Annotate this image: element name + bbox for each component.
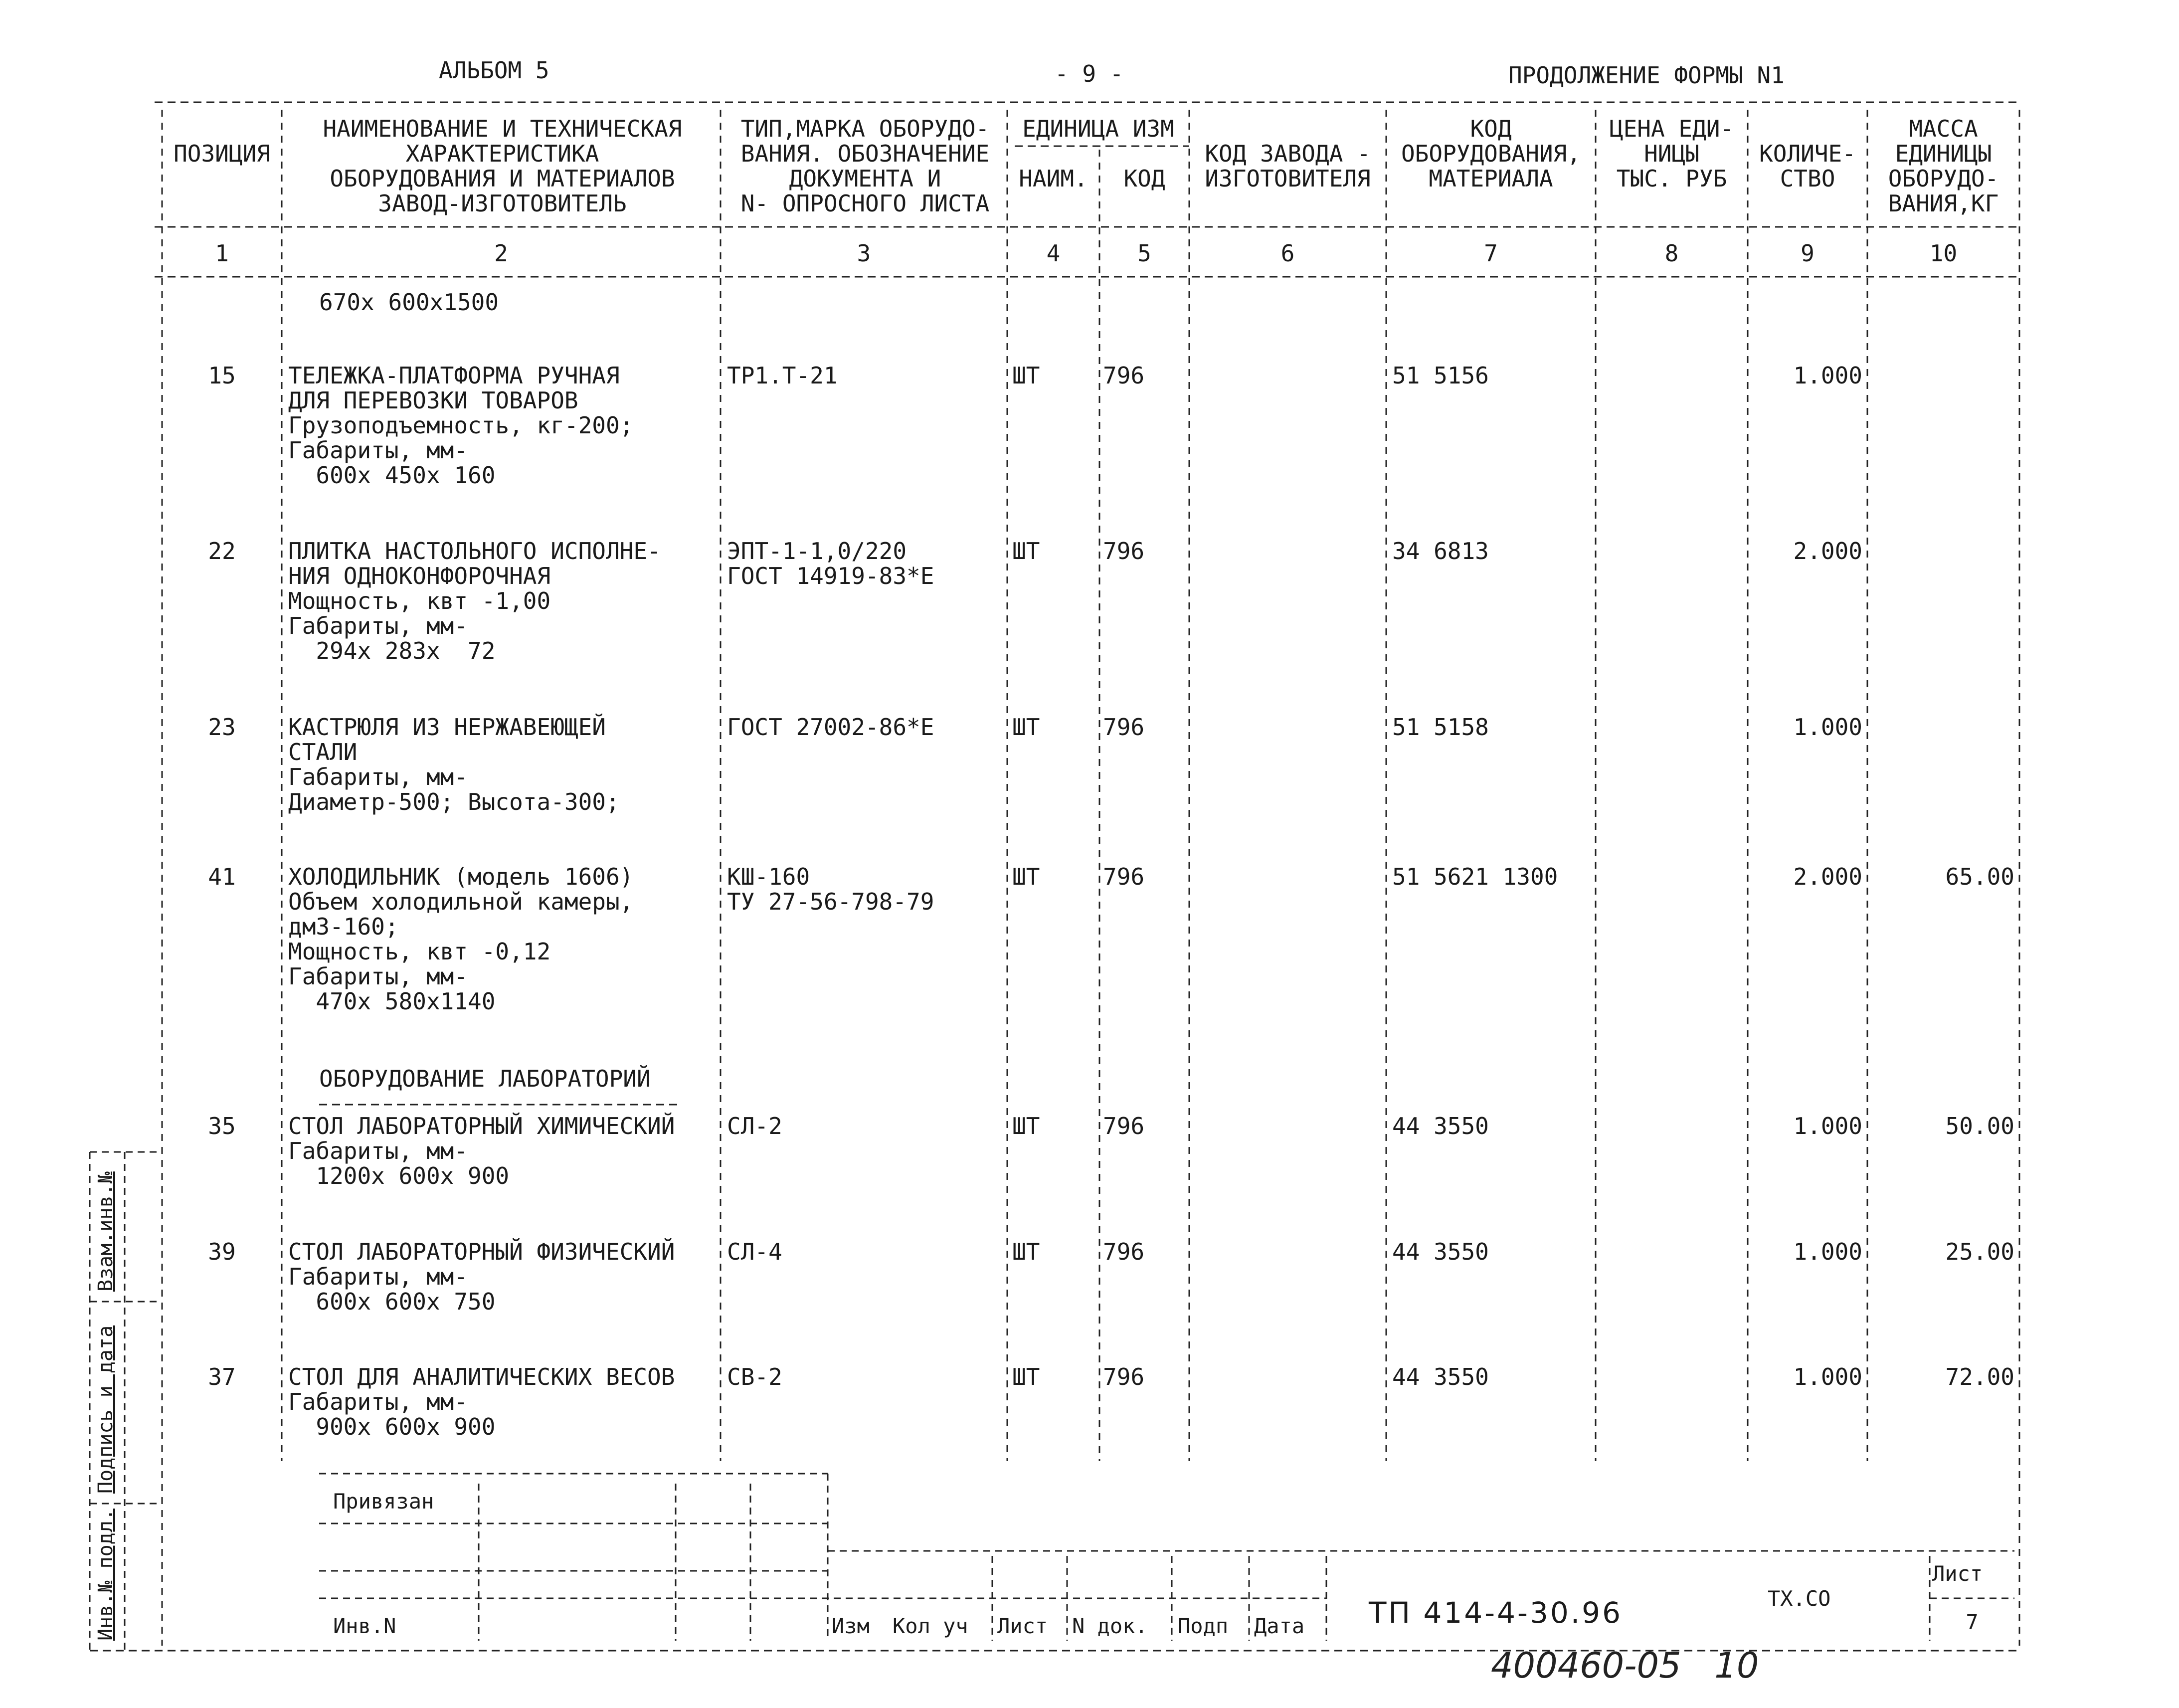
position-cell: 23 — [208, 714, 236, 741]
unit-code-cell: 796 — [1103, 362, 1145, 389]
position-cell: 41 — [208, 863, 236, 890]
type-line: СЛ-2 — [727, 1113, 782, 1139]
inv-n-label: Инв.N — [333, 1614, 396, 1638]
col9-header-line1: КОЛИЧЕ- — [1759, 140, 1856, 167]
col7-header-line2: ОБОРУДОВАНИЯ, — [1401, 140, 1581, 167]
name-line: 470х 580х1140 — [288, 988, 496, 1015]
name-line: ХОЛОДИЛЬНИК (модель 1606) — [288, 863, 634, 890]
carryover-dimensions: 670х 600х1500 — [319, 289, 499, 316]
quantity-cell: 1.000 — [1793, 362, 1862, 389]
name-line: 600х 450х 160 — [288, 462, 496, 489]
col-number: 6 — [1280, 240, 1295, 267]
name-line: Габариты, мм- — [288, 612, 468, 639]
col-number: 10 — [1929, 240, 1958, 267]
unit-code-cell: 796 — [1103, 1113, 1145, 1139]
col-number: 1 — [215, 240, 229, 267]
name-line: Объем холодильной камеры, — [288, 888, 634, 915]
vzam-inv-label: Взам.инв.№ — [94, 1171, 117, 1292]
col9-header-line2: СТВО — [1780, 165, 1835, 192]
privyazan-label: Привязан — [333, 1489, 434, 1514]
col8-header-line2: НИЦЫ — [1644, 140, 1699, 167]
material-code-cell: 34 6813 — [1392, 538, 1489, 565]
position-cell: 39 — [208, 1238, 236, 1265]
col7-header-line3: МАТЕРИАЛА — [1429, 165, 1553, 192]
type-line: КШ-160 — [727, 863, 810, 890]
name-line: Габариты, мм- — [288, 437, 468, 464]
col8-header-line3: ТЫС. РУБ — [1616, 165, 1727, 192]
material-code-cell: 44 3550 — [1392, 1363, 1489, 1390]
material-code-cell: 44 3550 — [1392, 1113, 1489, 1139]
quantity-cell: 1.000 — [1793, 1363, 1862, 1390]
name-line: СТОЛ ДЛЯ АНАЛИТИЧЕСКИХ ВЕСОВ — [288, 1363, 675, 1390]
unit-cell: ШТ — [1012, 1238, 1040, 1265]
quantity-cell: 2.000 — [1793, 538, 1862, 565]
name-line: НИЯ ОДНОКОНФОРОЧНАЯ — [288, 563, 551, 589]
col-number: 7 — [1484, 240, 1498, 267]
podpis-data-label: Подпись и дата — [94, 1325, 117, 1494]
name-line: СТОЛ ЛАБОРАТОРНЫЙ ФИЗИЧЕСКИЙ — [288, 1238, 675, 1265]
col2-header-line1: НАИМЕНОВАНИЕ И ТЕХНИЧЕСКАЯ — [323, 115, 682, 142]
unit-cell: ШТ — [1012, 538, 1040, 565]
col10-header-line3: ОБОРУДО- — [1888, 165, 1999, 192]
col10-header-line2: ЕДИНИЦЫ — [1895, 140, 1992, 167]
unit-code-cell: 796 — [1103, 1363, 1145, 1390]
unit-cell: ШТ — [1012, 863, 1040, 890]
col1-header: ПОЗИЦИЯ — [174, 140, 270, 167]
quantity-cell: 2.000 — [1793, 863, 1862, 890]
name-line: ПЛИТКА НАСТОЛЬНОГО ИСПОЛНЕ- — [288, 538, 661, 565]
name-line: ДЛЯ ПЕРЕВОЗКИ ТОВАРОВ — [288, 387, 578, 414]
unit-code-cell: 796 — [1103, 714, 1145, 741]
name-line: КАСТРЮЛЯ ИЗ НЕРЖАВЕЮЩЕЙ — [288, 714, 606, 741]
col6-header-line1: КОД ЗАВОДА - — [1205, 140, 1371, 167]
unit-code-cell: 796 — [1103, 863, 1145, 890]
mass-cell: 65.00 — [1945, 863, 2014, 890]
name-line: СТОЛ ЛАБОРАТОРНЫЙ ХИМИЧЕСКИЙ — [288, 1113, 675, 1139]
col-number: 2 — [494, 240, 508, 267]
col-number: 8 — [1664, 240, 1679, 267]
col-number: 3 — [857, 240, 871, 267]
col10-header-line1: МАССА — [1909, 115, 1978, 142]
name-line: ТЕЛЕЖКА-ПЛАТФОРМА РУЧНАЯ — [288, 362, 620, 389]
position-cell: 15 — [208, 362, 236, 389]
name-line: Мощность, квт -0,12 — [288, 938, 551, 965]
name-line: Мощность, квт -1,00 — [288, 587, 551, 614]
unit-header: ЕДИНИЦА ИЗМ — [1022, 115, 1174, 142]
data-label: Дата — [1254, 1614, 1305, 1638]
position-cell: 37 — [208, 1363, 236, 1390]
document-code: ТП 414-4-30.96 — [1369, 1596, 1623, 1630]
col-number: 9 — [1801, 240, 1815, 267]
unit-cell: ШТ — [1012, 714, 1040, 741]
col2-header-line2: ХАРАКТЕРИСТИКА — [405, 140, 599, 167]
material-code-cell: 51 5156 — [1392, 362, 1489, 389]
col-number: 4 — [1046, 240, 1061, 267]
position-cell: 35 — [208, 1113, 236, 1139]
name-line: 1200х 600х 900 — [288, 1162, 510, 1189]
type-line: ГОСТ 14919-83*Е — [727, 563, 934, 589]
quantity-cell: 1.000 — [1793, 714, 1862, 741]
name-line: Габариты, мм- — [288, 1388, 468, 1415]
name-line: Грузоподъемность, кг-200; — [288, 412, 634, 439]
material-code-cell: 44 3550 — [1392, 1238, 1489, 1265]
material-code-cell: 51 5158 — [1392, 714, 1489, 741]
page-number: - 9 - — [1055, 60, 1124, 87]
n-dok-label: N док. — [1072, 1614, 1148, 1638]
name-line: дм3-160; — [288, 913, 399, 940]
col-number: 5 — [1137, 240, 1151, 267]
name-line: Габариты, мм- — [288, 963, 468, 990]
name-line: Габариты, мм- — [288, 1138, 468, 1164]
name-line: СТАЛИ — [288, 739, 358, 765]
col7-header-line1: КОД — [1470, 115, 1512, 142]
tx-code: ТХ.СО — [1768, 1586, 1831, 1611]
sheet-label: Лист — [1932, 1561, 1983, 1586]
album-label: АЛЬБОМ 5 — [439, 57, 549, 84]
sheet-number: 7 — [1966, 1610, 1979, 1634]
list-label: Лист — [997, 1614, 1048, 1638]
col5-header: КОД — [1123, 165, 1165, 192]
col3-header-line2: ВАНИЯ. ОБОЗНАЧЕНИЕ — [740, 140, 990, 167]
col2-header-line4: ЗАВОД-ИЗГОТОВИТЕЛЬ — [378, 190, 627, 217]
mass-cell: 50.00 — [1945, 1113, 2014, 1139]
col2-header-line3: ОБОРУДОВАНИЯ И МАТЕРИАЛОВ — [330, 165, 675, 192]
col4-header: НАИМ. — [1019, 165, 1088, 192]
name-line: Габариты, мм- — [288, 763, 468, 790]
unit-cell: ШТ — [1012, 1113, 1040, 1139]
type-line: ЭПТ-1-1,0/220 — [727, 538, 907, 565]
col3-header-line1: ТИП,МАРКА ОБОРУДО- — [740, 115, 990, 142]
podp-label: Подп — [1178, 1614, 1229, 1638]
handwritten-number: 400460-05 10 — [1491, 1645, 1759, 1686]
mass-cell: 72.00 — [1945, 1363, 2014, 1390]
col6-header-line2: ИЗГОТОВИТЕЛЯ — [1205, 165, 1371, 192]
col10-header-line4: ВАНИЯ,КГ — [1888, 190, 1999, 217]
izm-label: Изм — [832, 1614, 870, 1638]
position-cell: 22 — [208, 538, 236, 565]
unit-code-cell: 796 — [1103, 1238, 1145, 1265]
name-line: Габариты, мм- — [288, 1263, 468, 1290]
quantity-cell: 1.000 — [1793, 1238, 1862, 1265]
continuation-label: ПРОДОЛЖЕНИЕ ФОРМЫ N1 — [1508, 62, 1785, 89]
type-line: ТР1.Т-21 — [727, 362, 838, 389]
name-line: Диаметр-500; Высота-300; — [288, 788, 620, 815]
type-line: ТУ 27-56-798-79 — [727, 888, 934, 915]
col3-header-line4: N- ОПРОСНОГО ЛИСТА — [740, 190, 990, 217]
name-line: 600х 600х 750 — [288, 1288, 496, 1315]
name-line: 900х 600х 900 — [288, 1413, 496, 1440]
name-line: 294х 283х 72 — [288, 637, 496, 664]
quantity-cell: 1.000 — [1793, 1113, 1862, 1139]
section-title: ОБОРУДОВАНИЕ ЛАБОРАТОРИЙ — [319, 1065, 651, 1092]
mass-cell: 25.00 — [1945, 1238, 2014, 1265]
col8-header-line1: ЦЕНА ЕДИ- — [1609, 115, 1734, 142]
inv-podl-label: Инв.№ подл. — [94, 1509, 117, 1641]
type-line: ГОСТ 27002-86*Е — [727, 714, 934, 741]
unit-cell: ШТ — [1012, 1363, 1040, 1390]
kol-uch-label: Кол уч — [893, 1614, 968, 1638]
col3-header-line3: ДОКУМЕНТА И — [789, 165, 941, 192]
type-line: СВ-2 — [727, 1363, 782, 1390]
unit-cell: ШТ — [1012, 362, 1040, 389]
unit-code-cell: 796 — [1103, 538, 1145, 565]
type-line: СЛ-4 — [727, 1238, 782, 1265]
material-code-cell: 51 5621 1300 — [1392, 863, 1558, 890]
